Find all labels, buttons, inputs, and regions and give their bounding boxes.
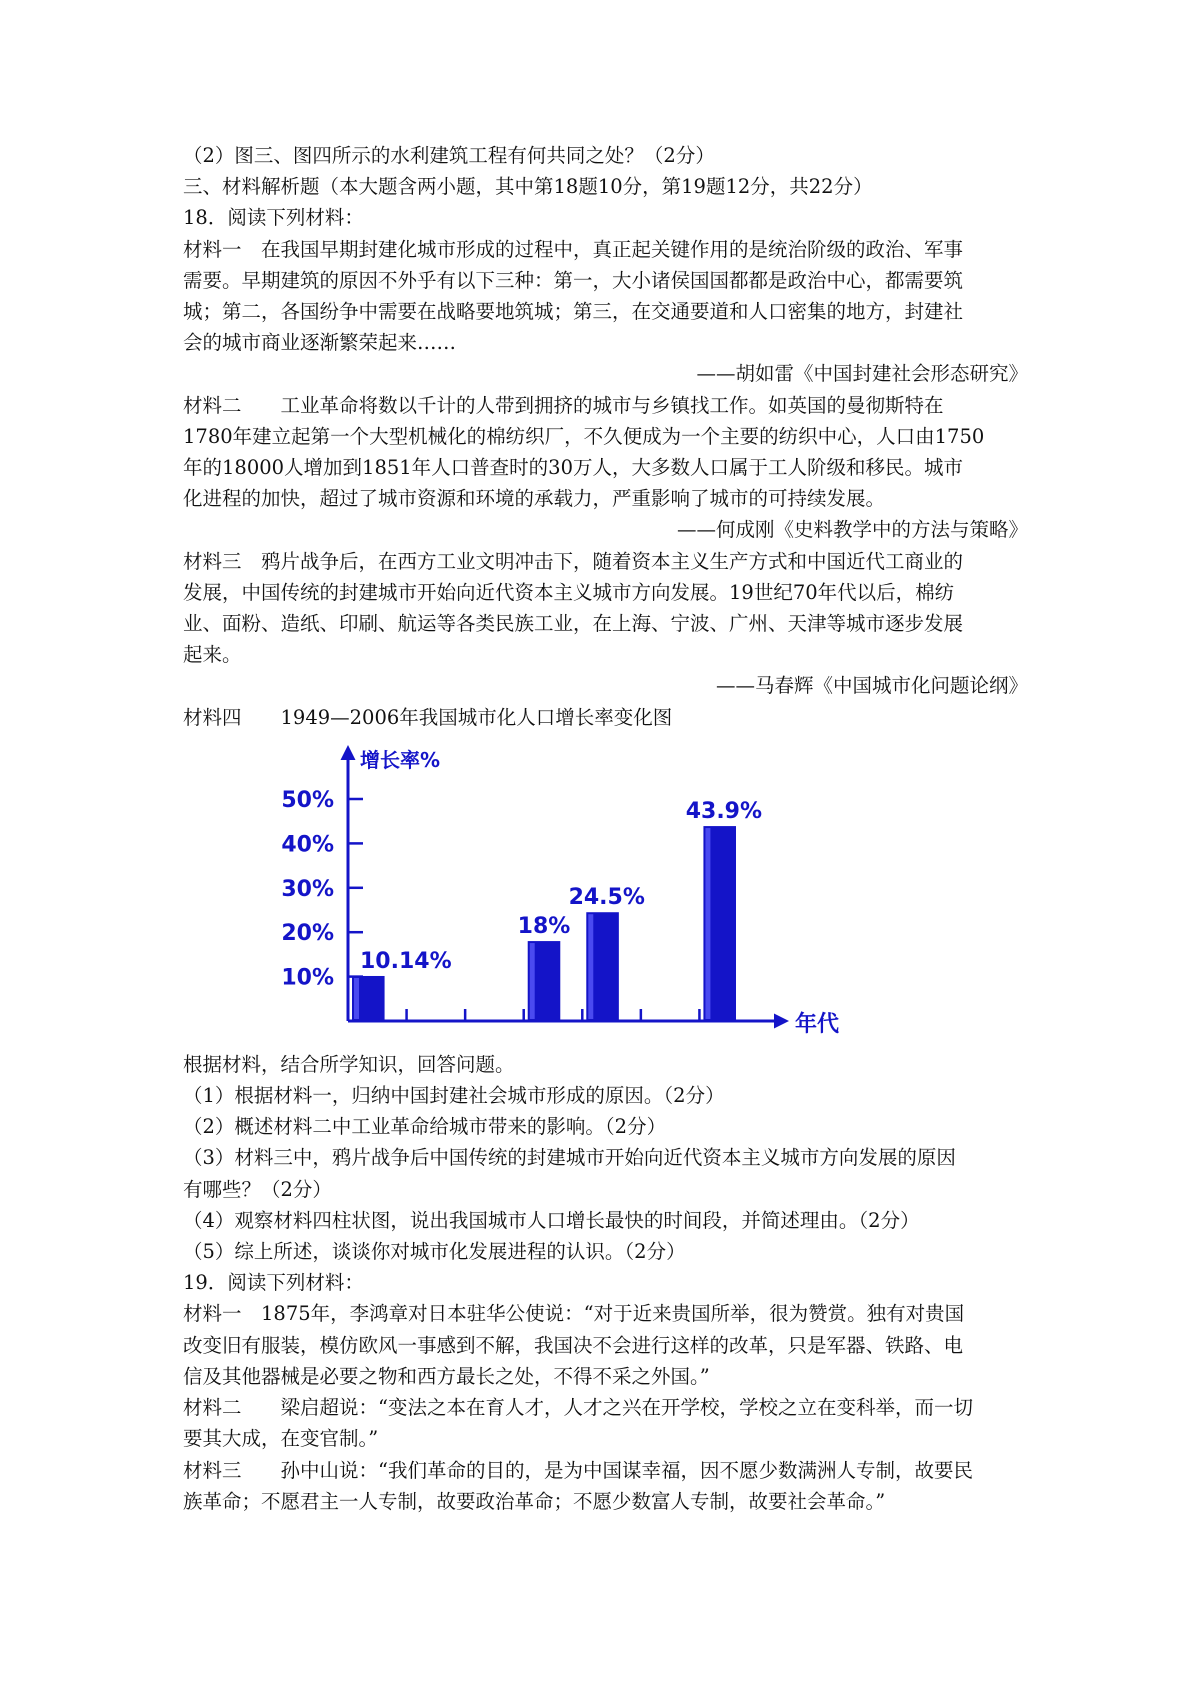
q18-m1-line: 需要。早期建筑的原因不外乎有以下三种：第一，大小诸侯国国都都是政治中心，都需要筑 [183,268,964,292]
y-axis-label: 增长率% [360,747,441,772]
q18-prompt: 根据材料，结合所学知识，回答问题。 [183,1052,515,1076]
q19-m1-line: 材料一 1875年，李鸿章对日本驻华公使说：“对于近来贵国所举，很为赞赏。独有对贵国 [183,1302,965,1326]
q18-heading: 18．阅读下列材料： [183,206,364,230]
population-growth-chart [183,733,1028,1049]
top-question: （2）图三、图四所示的水利建筑工程有何共同之处？（2分） [183,144,715,167]
q18-m1-source: ——胡如雷《中国封建社会形态研究》 [696,362,1028,386]
q19-m1-line: 改变旧有服装，模仿欧风一事感到不解，我国决不会进行这样的改革，只是军器、铁路、电 [183,1333,964,1357]
q18-m2-line: 年的18000人增加到1851年人口普查时的30万人，大多数人口属于工人阶级和移民。城市 [183,456,963,480]
q18-m3-line: 发展，中国传统的封建城市开始向近代资本主义城市方向发展。19世纪70年代以后，棉纺 [183,580,955,604]
bar-chart-svg [183,733,1028,1049]
page-content [183,140,1028,1517]
q18-m1-line: 材料一 在我国早期封建化城市形成的过程中，真正起关键作用的是统治阶级的政治、军事 [183,237,964,261]
q18-question: 有哪些？（2分） [183,1177,332,1201]
q18-question: （4）观察材料四柱状图，说出我国城市人口增长最快的时间段，并简述理由。（2分） [183,1208,920,1232]
bar-highlight [588,914,593,1019]
bar-value-label: 43.9% [685,798,763,824]
q18-question: （2）概述材料二中工业革命给城市带来的影响。（2分） [183,1115,667,1139]
q18-m1-line: 会的城市商业逐渐繁荣起来…… [183,331,457,355]
q18-question: （3）材料三中，鸦片战争后中国传统的封建城市开始向近代资本主义城市方向发展的原因 [183,1146,956,1170]
bar-value-label: 24.5% [568,885,645,911]
bar-value-label: 18% [517,913,571,939]
bar-value-label: 10.14% [360,948,452,974]
q19-m2-line: 要其大成，在变官制。” [183,1427,379,1451]
q18-m2-source: ——何成刚《史料教学中的方法与策略》 [676,518,1028,542]
q19-heading: 19．阅读下列材料： [183,1271,364,1295]
bar-highlight [530,943,535,1019]
q18-m2-line: 材料二 工业革命将数以千计的人带到拥挤的城市与乡镇找工作。如英国的曼彻斯特在 [183,393,944,417]
y-tick-label: 20% [281,921,334,947]
bar-highlight [354,978,359,1019]
y-tick-label: 50% [281,787,334,813]
y-tick-label: 10% [281,965,334,991]
x-axis-label: 年代 [795,1011,840,1037]
q19-m3-line: 材料三 孙中山说：“我们革命的目的，是为中国谋幸福，因不愿少数满洲人专制，故要民 [183,1458,973,1482]
bar-highlight [705,828,710,1019]
q18-m3-line: 材料三 鸦片战争后，在西方工业文明冲击下，随着资本主义生产方式和中国近代工商业的 [183,549,964,573]
q19-m3-line: 族革命；不愿君主一人专制，故要政治革命；不愿少数富人专制，故要社会革命。” [183,1489,886,1513]
q18-m2-line: 1780年建立起第一个大型机械化的棉纺织厂，不久便成为一个主要的纺织中心，人口由1750 [183,424,985,448]
q18-m3-line: 起来。 [183,643,242,667]
q19-m1-line: 信及其他器械是必要之物和西方最长之处，不得不采之外国。” [183,1364,710,1388]
y-tick-label: 40% [281,832,334,858]
y-tick-label: 30% [281,876,334,902]
section-title: 三、材料解析题（本大题含两小题，其中第18题10分，第19题12分，共22分） [183,175,873,199]
q18-m1-line: 城；第二，各国纷争中需要在战略要地筑城；第三，在交通要道和人口密集的地方，封建社 [183,300,964,324]
q18-m3-line: 业、面粉、造纸、印刷、航运等各类民族工业，在上海、宁波、广州、天津等城市逐步发展 [183,612,964,636]
q18-m4-title: 材料四 1949—2006年我国城市化人口增长率变化图 [183,705,673,729]
q18-question: （1）根据材料一，归纳中国封建社会城市形成的原因。（2分） [183,1084,725,1108]
q19-m2-line: 材料二 梁启超说：“变法之本在育人才，人才之兴在开学校，学校之立在变科举，而一切 [183,1396,973,1420]
q18-m3-source: ——马春辉《中国城市化问题论纲》 [715,674,1028,698]
q18-question: （5）综上所述，谈谈你对城市化发展进程的认识。（2分） [183,1240,686,1264]
q18-m2-line: 化进程的加快，超过了城市资源和环境的承载力，严重影响了城市的可持续发展。 [183,487,886,511]
